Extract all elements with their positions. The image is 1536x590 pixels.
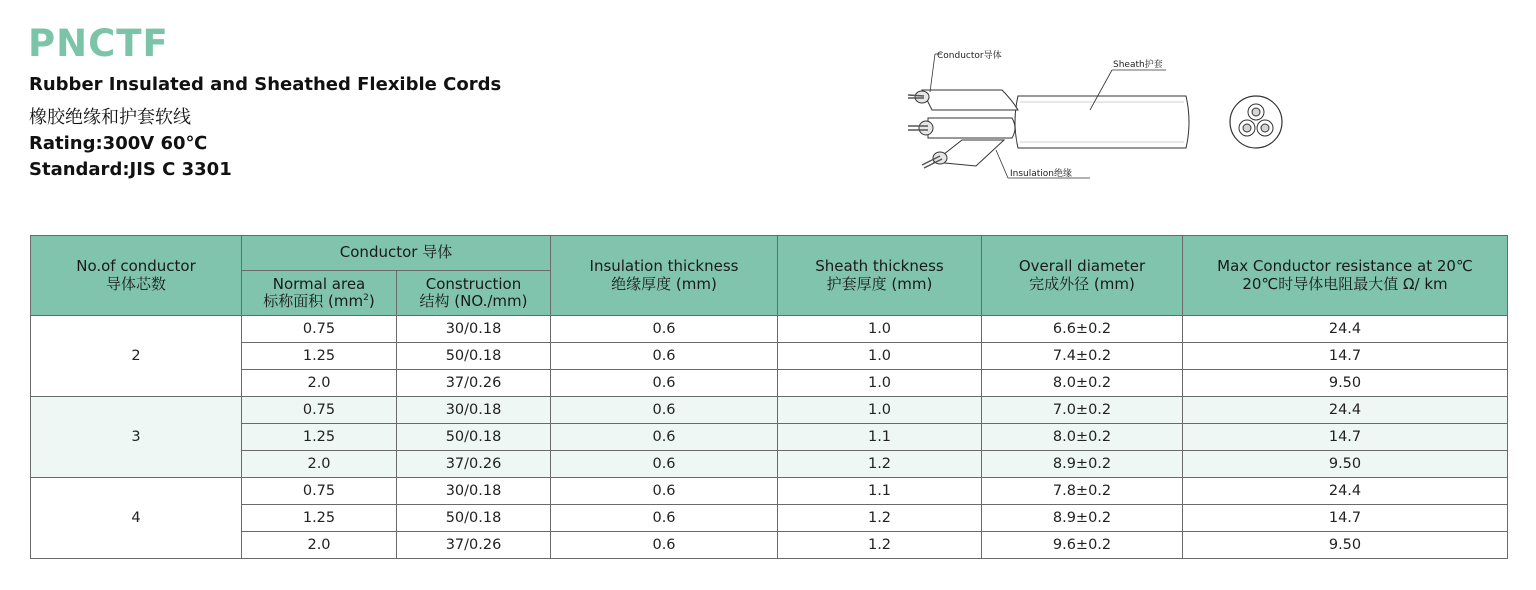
cell-construction: 50/0.18 xyxy=(397,343,551,370)
cell-resistance: 24.4 xyxy=(1183,316,1508,343)
cable-diagram xyxy=(900,40,1300,190)
cell-area: 2.0 xyxy=(242,451,397,478)
cell-insulation: 0.6 xyxy=(551,424,778,451)
cell-diameter: 9.6±0.2 xyxy=(982,532,1183,559)
cell-resistance: 14.7 xyxy=(1183,424,1508,451)
rating: Rating:300V 60℃ xyxy=(29,133,208,154)
cell-area: 0.75 xyxy=(242,478,397,505)
cell-diameter: 7.0±0.2 xyxy=(982,397,1183,424)
cross-section-icon xyxy=(1230,96,1282,148)
cell-area: 0.75 xyxy=(242,316,397,343)
header-diameter: Overall diameter 完成外径 (mm) xyxy=(982,236,1183,316)
cell-sheath: 1.0 xyxy=(778,370,982,397)
table-row xyxy=(31,505,1508,532)
cell-resistance: 9.50 xyxy=(1183,451,1508,478)
table-row xyxy=(31,424,1508,451)
cell-area: 1.25 xyxy=(242,505,397,532)
cell-insulation: 0.6 xyxy=(551,397,778,424)
core-middle xyxy=(908,118,1015,138)
cell-cores: 2 xyxy=(31,316,242,397)
cell-resistance: 14.7 xyxy=(1183,343,1508,370)
cell-area: 1.25 xyxy=(242,424,397,451)
sheath-shape xyxy=(1015,96,1189,148)
table-row xyxy=(31,478,1508,505)
title-english: Rubber Insulated and Sheathed Flexible Cords xyxy=(29,74,502,95)
header-insulation: Insulation thickness 绝缘厚度 (mm) xyxy=(551,236,778,316)
cell-diameter: 8.0±0.2 xyxy=(982,424,1183,451)
cell-construction: 37/0.26 xyxy=(397,532,551,559)
header-sheath: Sheath thickness 护套厚度 (mm) xyxy=(778,236,982,316)
product-code: PNCTF xyxy=(28,22,169,65)
cell-insulation: 0.6 xyxy=(551,478,778,505)
header-conductor: Conductor 导体 xyxy=(242,236,551,271)
table-row xyxy=(31,532,1508,559)
cell-sheath: 1.0 xyxy=(778,316,982,343)
cell-insulation: 0.6 xyxy=(551,316,778,343)
table-row xyxy=(31,397,1508,424)
cell-insulation: 0.6 xyxy=(551,370,778,397)
label-sheath: Sheath护套 xyxy=(1113,60,1163,70)
cell-construction: 37/0.26 xyxy=(397,451,551,478)
cell-diameter: 8.0±0.2 xyxy=(982,370,1183,397)
core-bottom xyxy=(922,140,1004,168)
core-top xyxy=(908,90,1018,110)
cell-cores: 3 xyxy=(31,397,242,478)
cell-area: 0.75 xyxy=(242,397,397,424)
header-construction: Construction 结构 (NO./mm) xyxy=(397,271,551,316)
cell-sheath: 1.1 xyxy=(778,424,982,451)
header-resistance: Max Conductor resistance at 20℃ 20℃时导体电阻最大值 Ω/ km xyxy=(1183,236,1508,316)
spec-table xyxy=(30,235,1508,559)
cell-sheath: 1.2 xyxy=(778,505,982,532)
cell-area: 2.0 xyxy=(242,532,397,559)
cell-diameter: 6.6±0.2 xyxy=(982,316,1183,343)
header-no-conductor: No.of conductor 导体芯数 xyxy=(31,236,242,316)
cell-insulation: 0.6 xyxy=(551,451,778,478)
table-row xyxy=(31,451,1508,478)
cell-sheath: 1.1 xyxy=(778,478,982,505)
title-chinese: 橡胶绝缘和护套软线 xyxy=(29,107,191,128)
cell-construction: 50/0.18 xyxy=(397,505,551,532)
standard: Standard:JIS C 3301 xyxy=(29,159,232,180)
cell-construction: 37/0.26 xyxy=(397,370,551,397)
cell-construction: 50/0.18 xyxy=(397,424,551,451)
cell-insulation: 0.6 xyxy=(551,505,778,532)
cell-sheath: 1.2 xyxy=(778,532,982,559)
label-insulation: Insulation绝缘 xyxy=(1010,169,1073,179)
cell-sheath: 1.0 xyxy=(778,397,982,424)
table-row xyxy=(31,370,1508,397)
cell-resistance: 9.50 xyxy=(1183,532,1508,559)
cell-diameter: 7.4±0.2 xyxy=(982,343,1183,370)
cell-diameter: 8.9±0.2 xyxy=(982,505,1183,532)
cell-resistance: 9.50 xyxy=(1183,370,1508,397)
table-row xyxy=(31,343,1508,370)
cell-resistance: 14.7 xyxy=(1183,505,1508,532)
label-conductor: Conductor导体 xyxy=(937,51,1002,61)
cell-cores: 4 xyxy=(31,478,242,559)
cell-diameter: 7.8±0.2 xyxy=(982,478,1183,505)
spec-table-body xyxy=(31,316,1508,559)
cell-construction: 30/0.18 xyxy=(397,397,551,424)
cell-insulation: 0.6 xyxy=(551,343,778,370)
table-row xyxy=(31,316,1508,343)
cell-construction: 30/0.18 xyxy=(397,478,551,505)
cell-construction: 30/0.18 xyxy=(397,316,551,343)
header-normal-area: Normal area 标称面积 $(mm^2)$ xyxy=(242,271,397,316)
cell-sheath: 1.2 xyxy=(778,451,982,478)
cell-area: 2.0 xyxy=(242,370,397,397)
cell-insulation: 0.6 xyxy=(551,532,778,559)
cell-resistance: 24.4 xyxy=(1183,397,1508,424)
cell-area: 1.25 xyxy=(242,343,397,370)
cell-resistance: 24.4 xyxy=(1183,478,1508,505)
cell-sheath: 1.0 xyxy=(778,343,982,370)
cell-diameter: 8.9±0.2 xyxy=(982,451,1183,478)
